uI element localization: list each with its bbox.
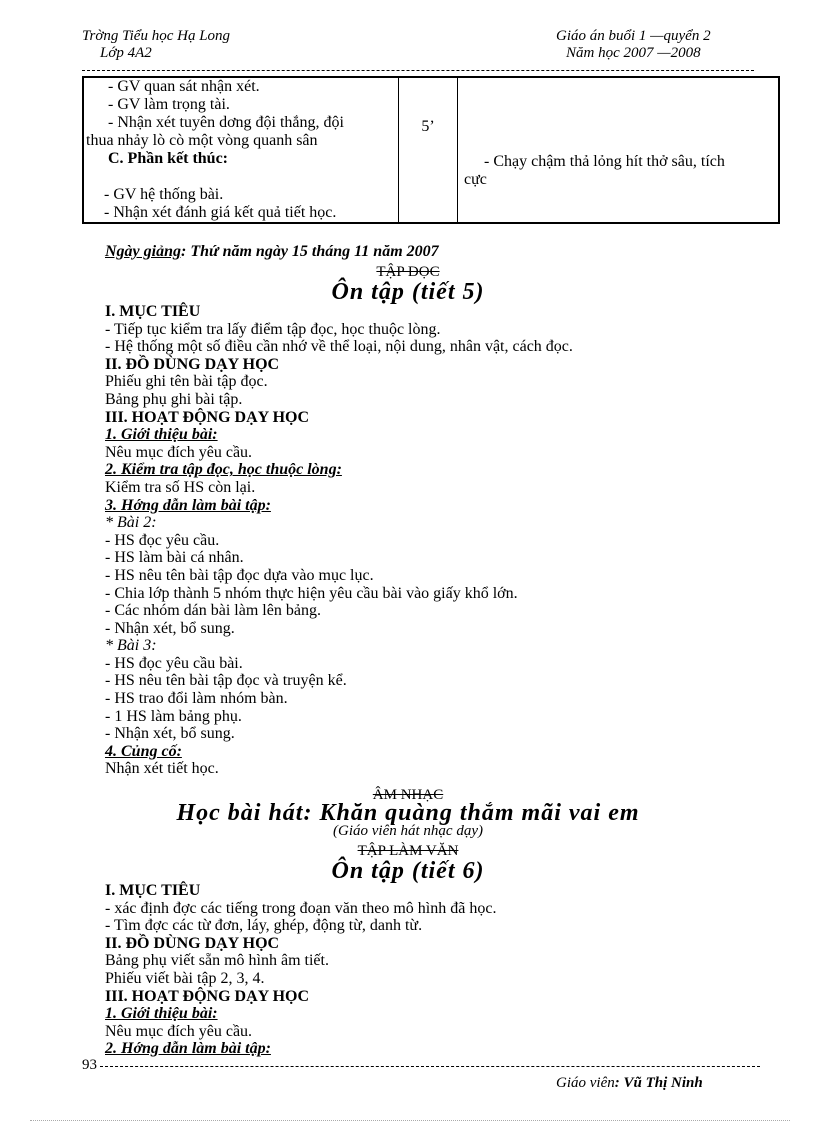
teacher-label: Giáo viên bbox=[556, 1075, 615, 1091]
page-number: 93 bbox=[82, 1057, 97, 1073]
song-title: Học bài hát: Khăn quàng thắm mãi vai em bbox=[176, 800, 640, 826]
body-line: - xác định đợc các tiếng trong đoạn văn theo mô hình đã học. bbox=[105, 899, 497, 917]
subsection-heading: 2. Hớng dẫn làm bài tập: bbox=[105, 1040, 271, 1058]
body-line: - HS nêu tên bài tập đọc và truyện kể. bbox=[105, 672, 347, 690]
date-line bbox=[105, 243, 439, 261]
table-line: - GV quan sát nhận xét. bbox=[108, 78, 260, 95]
body-line: - HS làm bài cá nhân. bbox=[105, 549, 244, 567]
body-line: Kiểm tra số HS còn lại. bbox=[105, 478, 256, 496]
section-heading: III. HOẠT ĐỘNG DẠY HỌC bbox=[105, 408, 310, 426]
body-line: Phiếu ghi tên bài tập đọc. bbox=[105, 373, 268, 391]
body-line: - Tiếp tục kiểm tra lấy điểm tập đọc, học thuộc lòng. bbox=[105, 320, 441, 338]
body-line: - HS nêu tên bài tập đọc dựa vào mục lục. bbox=[105, 566, 374, 584]
subsection-heading: 4. Củng cố: bbox=[105, 742, 182, 760]
body-line: - Chia lớp thành 5 nhóm thực hiện yêu cầu bài vào giấy khổ lớn. bbox=[105, 584, 518, 602]
body-line: - HS trao đổi làm nhóm bàn. bbox=[105, 690, 288, 708]
teacher-name: : Vũ Thị Ninh bbox=[614, 1075, 703, 1091]
subject-writing: TẬP LÀM VĂN bbox=[357, 843, 459, 859]
body-line: Nêu mục đích yêu cầu. bbox=[105, 443, 253, 461]
section-heading: I. MỤC TIÊU bbox=[105, 303, 201, 320]
class-name: Lớp 4A2 bbox=[100, 45, 152, 61]
lesson3-body bbox=[105, 882, 705, 1058]
section-heading: II. ĐỒ DÙNG DẠY HỌC bbox=[105, 355, 280, 373]
body-line: - Hệ thống một số điều cần nhớ về thể loại, nội dung, nhân vật, cách đọc. bbox=[105, 338, 573, 356]
time-value: 5’ bbox=[421, 118, 435, 135]
date-value: : Thứ năm ngày 15 tháng 11 năm 2007 bbox=[181, 243, 439, 260]
song-note: (Giáo viên hát nhạc dạy) bbox=[333, 823, 483, 839]
body-line: - HS đọc yêu cầu bài. bbox=[105, 654, 243, 672]
lesson1-body bbox=[105, 303, 705, 778]
table-line: - Chạy chậm thả lỏng hít thở sâu, tích bbox=[484, 153, 725, 170]
body-line: Phiếu viết bài tập 2, 3, 4. bbox=[105, 969, 265, 987]
body-line: - 1 HS làm bảng phụ. bbox=[105, 707, 242, 725]
activity-table bbox=[82, 76, 780, 224]
body-line: Bảng phụ ghi bài tập. bbox=[105, 390, 243, 408]
subsection-heading: 1. Giới thiệu bài: bbox=[105, 426, 218, 444]
exercise-heading: * Bài 3: bbox=[105, 637, 157, 655]
table-time-cell bbox=[399, 77, 458, 223]
body-line: - Tìm đợc các từ đơn, láy, ghép, động từ, danh từ. bbox=[105, 917, 423, 935]
exercise-heading: * Bài 2: bbox=[105, 514, 157, 532]
table-line: - Nhận xét đánh giá kết quả tiết học. bbox=[104, 204, 337, 221]
table-line bbox=[86, 168, 398, 186]
school-year: Năm học 2007 —2008 bbox=[566, 45, 701, 61]
table-left-cell bbox=[83, 77, 399, 223]
body-line: Nêu mục đích yêu cầu. bbox=[105, 1022, 253, 1040]
page-edge bbox=[30, 1120, 790, 1121]
body-line: - HS đọc yêu cầu. bbox=[105, 531, 220, 549]
body-line: Bảng phụ viết sẵn mô hình âm tiết. bbox=[105, 952, 329, 970]
body-line: - Nhận xét, bổ sung. bbox=[105, 619, 235, 637]
table-right-cell bbox=[458, 77, 780, 223]
table-line: cực bbox=[464, 171, 487, 188]
footer-divider bbox=[100, 1066, 760, 1067]
date-label: Ngày giảng bbox=[105, 243, 181, 260]
lesson1-title: Ôn tập (tiết 5) bbox=[331, 279, 485, 305]
body-line: - Nhận xét, bổ sung. bbox=[105, 725, 235, 743]
section-heading: III. HOẠT ĐỘNG DẠY HỌC bbox=[105, 987, 310, 1005]
lesson3-title: Ôn tập (tiết 6) bbox=[331, 858, 485, 884]
subject-reading: TẬP ĐỌC bbox=[376, 264, 440, 280]
header-divider bbox=[82, 70, 754, 71]
table-line: - Nhận xét tuyên dơng đội thắng, đội bbox=[108, 114, 344, 131]
table-line: C. Phần kết thúc: bbox=[108, 150, 229, 167]
subsection-heading: 2. Kiểm tra tập đọc, học thuộc lòng: bbox=[105, 461, 342, 479]
table-line: - GV làm trọng tài. bbox=[108, 96, 230, 113]
section-heading: I. MỤC TIÊU bbox=[105, 882, 201, 899]
table-line: thua nhảy lò cò một vòng quanh sân bbox=[86, 132, 318, 149]
section-heading: II. ĐỒ DÙNG DẠY HỌC bbox=[105, 934, 280, 952]
subsection-heading: 3. Hớng dẫn làm bài tập: bbox=[105, 496, 271, 514]
body-line: Nhận xét tiết học. bbox=[105, 760, 219, 778]
subject-music: ÂM NHẠC bbox=[372, 787, 444, 803]
teacher-signature bbox=[556, 1075, 703, 1092]
subsection-heading: 1. Giới thiệu bài: bbox=[105, 1005, 218, 1023]
school-name: Trờng Tiểu học Hạ Long bbox=[82, 28, 231, 44]
table-line: - GV hệ thống bài. bbox=[104, 186, 224, 203]
body-line: - Các nhóm dán bài làm lên bảng. bbox=[105, 602, 321, 620]
plan-name: Giáo án buổi 1 —quyển 2 bbox=[556, 28, 711, 44]
